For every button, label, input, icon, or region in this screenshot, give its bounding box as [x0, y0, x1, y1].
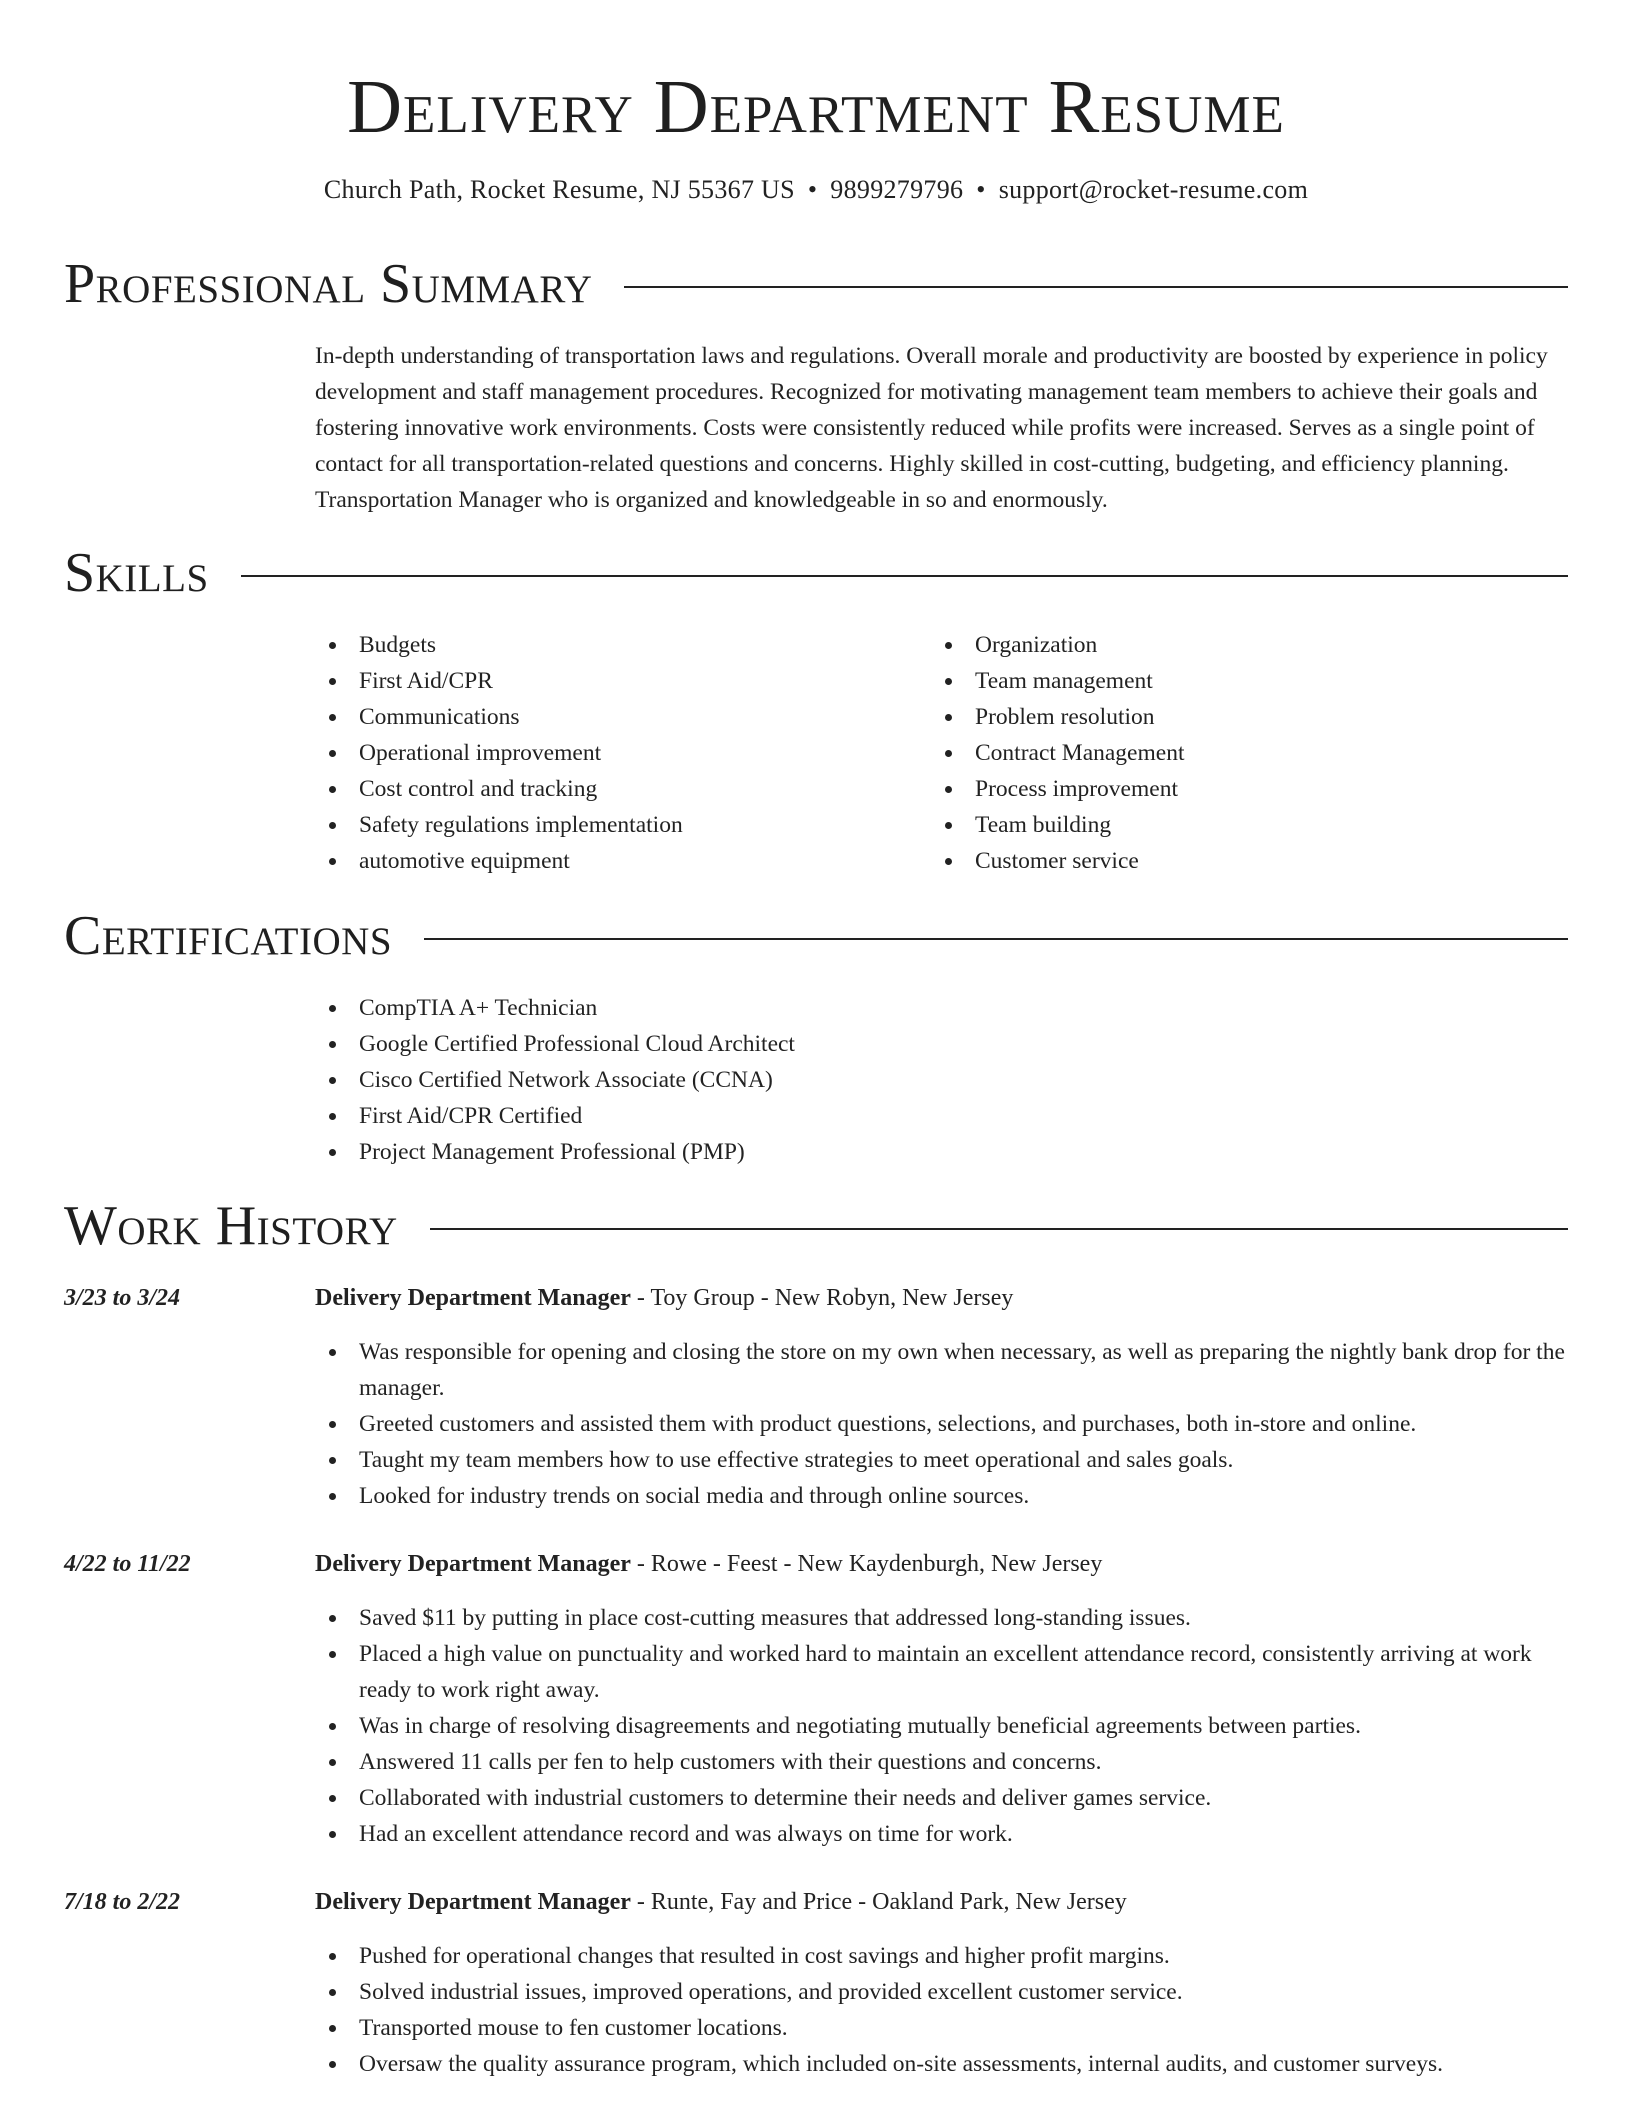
skill-item: automotive equipment	[315, 843, 875, 879]
job-bullet: Taught my team members how to use effective strategies to meet operational and sales goals.	[315, 1442, 1568, 1478]
certification-item: Project Management Professional (PMP)	[315, 1134, 1315, 1170]
skill-item: Problem resolution	[931, 699, 1491, 735]
section-divider	[424, 938, 1568, 940]
job-dates: 3/23 to 3/24	[64, 1285, 181, 1311]
skills-list-right	[931, 627, 1491, 879]
skill-item: Team building	[931, 807, 1491, 843]
job-bullet: Greeted customers and assisted them with product questions, selections, and purchases, both in-store and online.	[315, 1406, 1568, 1442]
job-title-line	[315, 1884, 1127, 1920]
skill-item: Team management	[931, 663, 1491, 699]
certifications-list	[315, 990, 1315, 1170]
contact-line	[0, 172, 1632, 208]
job-title-line	[315, 1546, 1102, 1582]
certification-item: First Aid/CPR Certified	[315, 1098, 1315, 1134]
skill-item: First Aid/CPR	[315, 663, 875, 699]
job-bullet: Answered 11 calls per fen to help customers with their questions and concerns.	[315, 1744, 1568, 1780]
job-bullet: Pushed for operational changes that resulted in cost savings and higher profit margins.	[315, 1938, 1568, 1974]
summary-section-header	[64, 252, 1568, 316]
job-bullet: Had an excellent attendance record and was always on time for work.	[315, 1816, 1568, 1852]
contact-separator: •	[976, 175, 986, 204]
job-bullets	[315, 1334, 1568, 1514]
section-divider	[624, 286, 1568, 288]
summary-text: In-depth understanding of transportation laws and regulations. Overall morale and productivity are boosted by experience in policy development and staff management procedures. Recognized for motivating management team members to achieve their goals and fostering innovative work environments. Costs were consistently reduced while profits were increased. Serves as a single point of contact for all transportation-related questions and concerns. Highly skilled in cost-cutting, budgeting, and efficiency planning. Transportation Manager who is organized and knowledgeable in so and enormously.	[315, 343, 1548, 513]
job-bullet: Oversaw the quality assurance program, which included on-site assessments, internal audits, and customer surveys.	[315, 2046, 1568, 2082]
section-divider	[430, 1228, 1568, 1230]
skill-item: Customer service	[931, 843, 1491, 879]
contact-address: Church Path, Rocket Resume, NJ 55367 US	[323, 175, 795, 204]
job-company: - Toy Group - New Robyn, New Jersey	[630, 1285, 1014, 1311]
certification-item: Google Certified Professional Cloud Architect	[315, 1026, 1315, 1062]
job-dates: 4/22 to 11/22	[64, 1551, 191, 1577]
job-bullet: Placed a high value on punctuality and worked hard to maintain an excellent attendance record, consistently arriving at work ready to work right away.	[315, 1636, 1568, 1708]
job-role: Delivery Department Manager	[315, 1551, 631, 1577]
skill-item: Operational improvement	[315, 735, 875, 771]
skills-section-title: Skills	[64, 542, 209, 604]
job-bullets	[315, 1938, 1568, 2082]
work-history-section-title: Work History	[64, 1195, 398, 1257]
job-bullet: Was responsible for opening and closing the store on my own when necessary, as well as preparing the nightly bank drop for the manager.	[315, 1334, 1568, 1406]
skill-item: Cost control and tracking	[315, 771, 875, 807]
contact-separator: •	[807, 175, 818, 204]
skills-section-header	[64, 541, 1568, 605]
skill-item: Budgets	[315, 627, 875, 663]
skill-item: Organization	[931, 627, 1491, 663]
skill-item: Safety regulations implementation	[315, 807, 875, 843]
summary-section-title: Professional Summary	[64, 253, 593, 315]
certification-item: CompTIA A+ Technician	[315, 990, 1315, 1026]
job-bullet: Collaborated with industrial customers to determine their needs and deliver games service.	[315, 1780, 1568, 1816]
job-bullet: Solved industrial issues, improved operations, and provided excellent customer service.	[315, 1974, 1568, 2010]
job-bullet: Was in charge of resolving disagreements and negotiating mutually beneficial agreements between parties.	[315, 1708, 1568, 1744]
certifications-section-title: Certifications	[64, 905, 393, 967]
job-role: Delivery Department Manager	[315, 1889, 631, 1915]
skill-item: Contract Management	[931, 735, 1491, 771]
section-divider	[241, 575, 1568, 577]
job-title-line	[315, 1280, 1013, 1316]
skill-item: Communications	[315, 699, 875, 735]
contact-phone: 9899279796	[830, 175, 964, 204]
skills-list-left	[315, 627, 875, 879]
job-bullet: Transported mouse to fen customer locations.	[315, 2010, 1568, 2046]
work-history-section-header	[64, 1194, 1568, 1258]
skill-item: Process improvement	[931, 771, 1491, 807]
resume-name: Delivery Department Resume	[347, 65, 1285, 149]
job-role: Delivery Department Manager	[315, 1285, 631, 1311]
job-company: - Rowe - Feest - New Kaydenburgh, New Jersey	[630, 1551, 1103, 1577]
certification-item: Cisco Certified Network Associate (CCNA)	[315, 1062, 1315, 1098]
job-bullets	[315, 1600, 1568, 1852]
certifications-section-header	[64, 904, 1568, 968]
job-dates: 7/18 to 2/22	[64, 1889, 181, 1915]
contact-email: support@rocket-resume.com	[998, 175, 1309, 204]
job-bullet: Looked for industry trends on social media and through online sources.	[315, 1478, 1568, 1514]
job-bullet: Saved $11 by putting in place cost-cutting measures that addressed long-standing issues.	[315, 1600, 1568, 1636]
job-company: - Runte, Fay and Price - Oakland Park, New Jersey	[630, 1889, 1127, 1915]
